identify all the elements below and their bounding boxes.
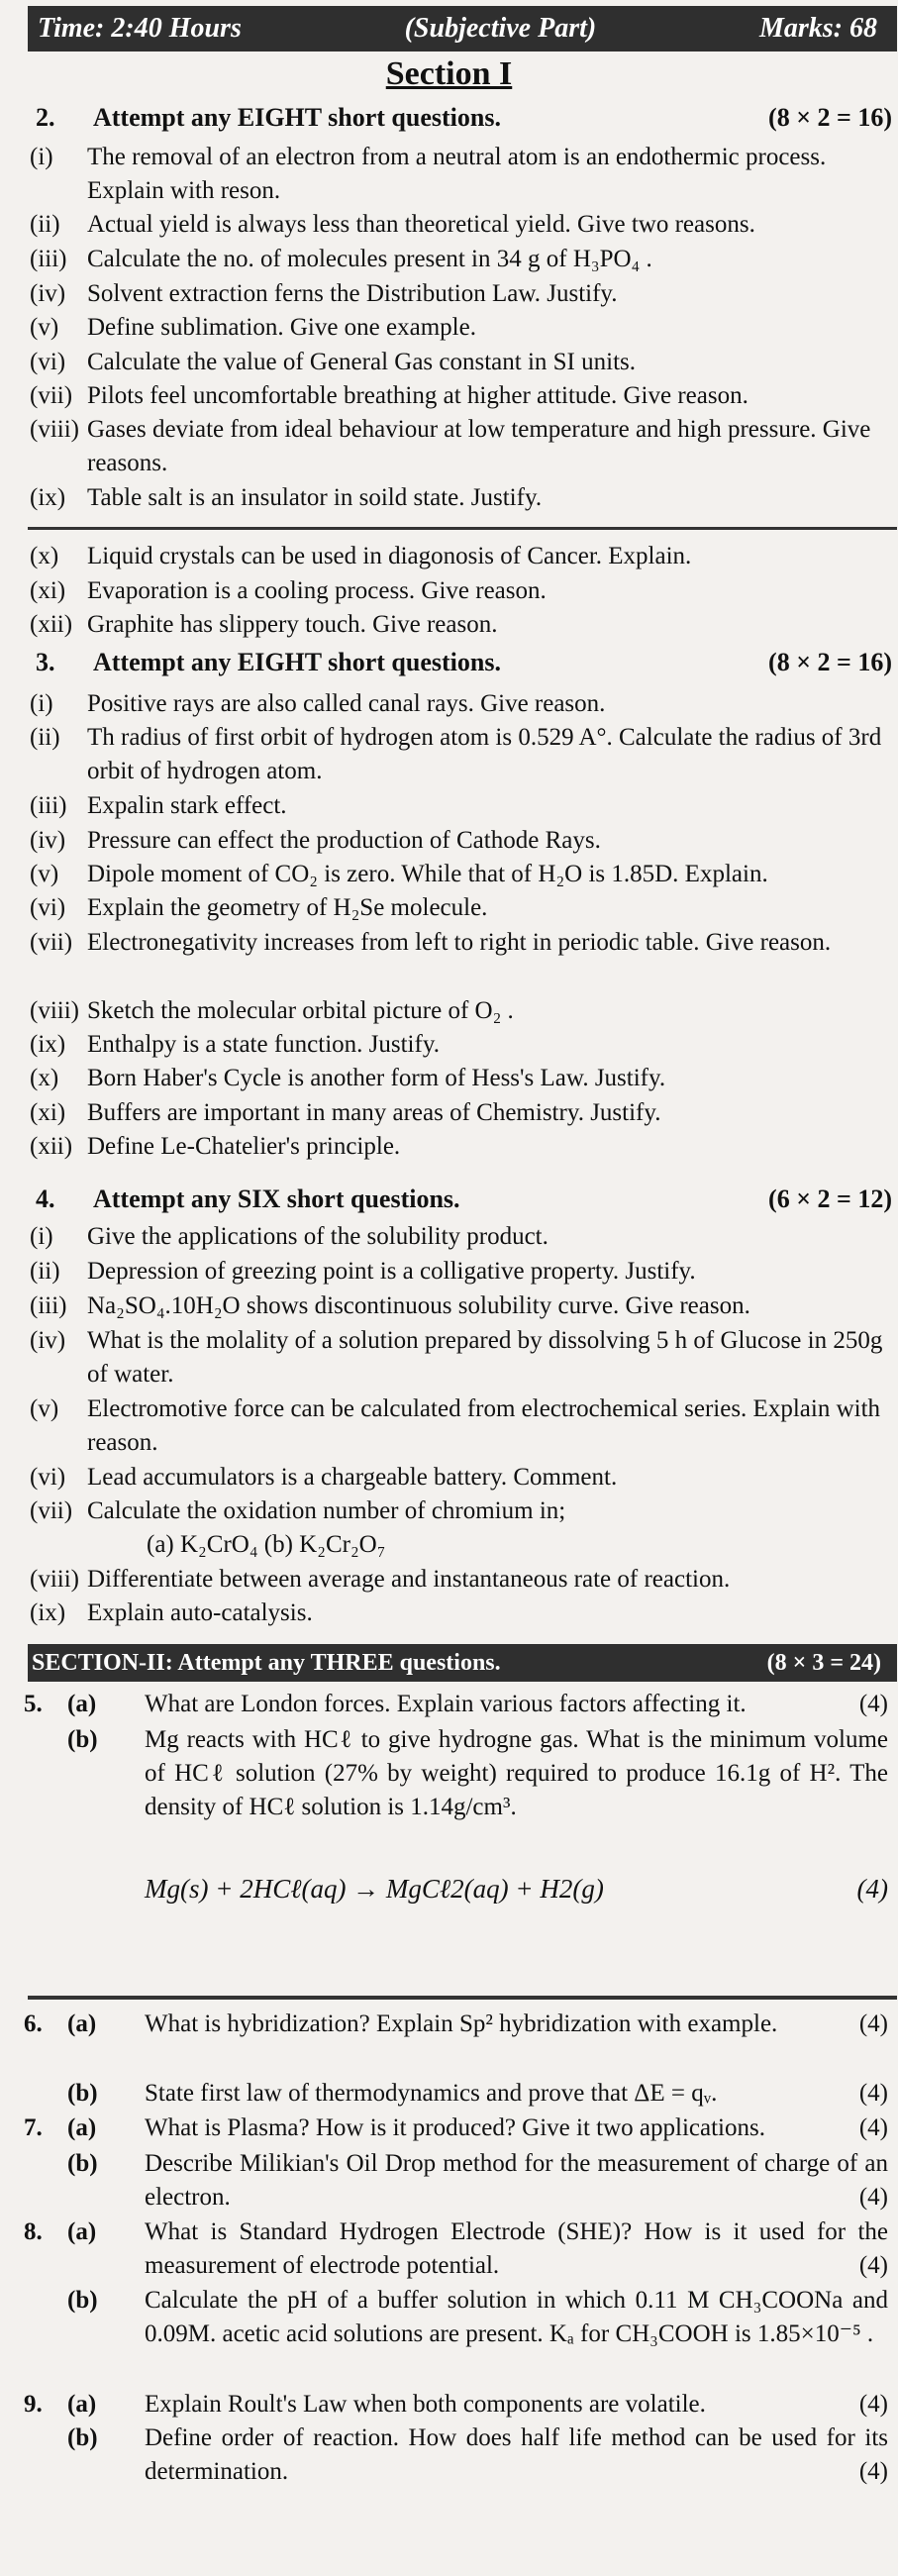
item-label: (vii): [30, 929, 73, 956]
item-text: Depression of greezing point is a colligative property. Justify.: [87, 1258, 696, 1285]
item-text: Differentiate between average and instantaneous rate of reaction.: [87, 1566, 731, 1593]
part-text: State first law of thermodynamics and prove that ΔE = qᵥ. (4): [145, 2077, 888, 2111]
item-label: (xii): [30, 1133, 73, 1160]
item-label: (iii): [30, 1292, 67, 1319]
item-label: (v): [30, 1395, 59, 1422]
question-heading: Attempt any SIX short questions.: [93, 1185, 460, 1213]
section-2-marks: (8 × 3 = 24): [766, 1649, 881, 1676]
section-title: Section I: [385, 55, 513, 92]
short-question-item: [30, 824, 888, 858]
item-text: Dipole moment of CO₂ is zero. While that of H₂O is 1.85D. Explain.: [87, 861, 768, 887]
item-text: Gases deviate from ideal behaviour at low temperature and high pressure. Give reasons.: [87, 416, 871, 476]
short-question-item: [30, 1494, 888, 1528]
short-question-item: [30, 243, 888, 276]
short-question-item: [30, 1255, 888, 1288]
item-text: Calculate the value of General Gas constant in SI units.: [87, 349, 637, 375]
short-question-item: [30, 1563, 888, 1597]
item-text: Table salt is an insulator in soild state. Justify.: [87, 484, 543, 511]
item-label: (ix): [30, 1599, 66, 1626]
part-label: (a): [67, 2391, 97, 2418]
part-marks: (4): [858, 2458, 888, 2485]
question-number: 6.: [24, 2010, 43, 2037]
long-question-part: [24, 1723, 888, 1824]
short-question-item: [30, 1028, 888, 1062]
item-text: Define Le-Chatelier's principle.: [87, 1133, 401, 1160]
short-question-item: [30, 346, 888, 379]
item-text: Electromotive force can be calculated from electrochemical series. Explain with reason.: [87, 1395, 881, 1456]
short-question-item: [30, 379, 888, 413]
item-label: (xi): [30, 1099, 66, 1126]
item-label: (i): [30, 690, 53, 717]
question-marks: (8 × 2 = 16): [768, 103, 892, 132]
part-label: (a): [67, 1691, 97, 1717]
question-number: 4.: [36, 1185, 55, 1213]
part-text: Define order of reaction. How does half life method can be used for its determination. (4): [145, 2421, 888, 2489]
question-number: [24, 2421, 67, 2489]
short-question-item: [30, 789, 888, 823]
long-question-part: [24, 2421, 888, 2489]
item-label: (vii): [30, 1497, 73, 1524]
item-label: (viii): [30, 1566, 79, 1593]
item-text: What is the molality of a solution prepared by dissolving 5 h of Glucose in 250g of water.: [87, 1327, 883, 1388]
item-label: (ii): [30, 724, 60, 751]
long-question-part: [24, 1688, 888, 1721]
long-question-part: [24, 2284, 888, 2351]
short-question-item: [30, 891, 888, 925]
header-bar: [28, 6, 897, 52]
short-question-item: [30, 608, 888, 642]
item-label: (vii): [30, 382, 73, 409]
question-3-heading: [36, 648, 892, 677]
part-text: Explain Roult's Law when both components are volatile. (4): [145, 2388, 888, 2421]
short-question-item: [30, 1461, 888, 1494]
short-question-item: [30, 687, 888, 721]
item-text: Give the applications of the solubility product.: [87, 1223, 549, 1250]
page-divider: [28, 1996, 897, 2000]
part-text: What are London forces. Explain various factors affecting it. (4): [145, 1688, 888, 1721]
item-label: (i): [30, 1223, 53, 1250]
short-question-item: [89, 1528, 888, 1562]
item-label: (ii): [30, 1258, 60, 1285]
item-text: The removal of an electron from a neutral atom is an endothermic process. Explain with reson.: [87, 144, 827, 204]
item-label: (x): [30, 543, 59, 569]
part-label: (b): [67, 2287, 98, 2314]
part-label: (a): [67, 2114, 97, 2141]
item-label: (ix): [30, 484, 66, 511]
part-label: (a): [67, 2218, 97, 2245]
short-question-item: [30, 277, 888, 311]
item-text: Buffers are important in many areas of Chemistry. Justify.: [87, 1099, 661, 1126]
question-marks: (8 × 2 = 16): [768, 648, 892, 676]
item-text: Solvent extraction ferns the Distribution Law. Justify.: [87, 280, 618, 307]
long-question-part: [24, 1872, 888, 1906]
item-text: Born Haber's Cycle is another form of Hess's Law. Justify.: [87, 1065, 666, 1091]
item-label: (vi): [30, 349, 66, 375]
part-marks: (4): [858, 2114, 888, 2141]
item-text: Pilots feel uncomfortable breathing at higher attitude. Give reason.: [87, 382, 748, 409]
short-question-item: [30, 926, 888, 960]
part-label: (a): [67, 2010, 97, 2037]
item-text: Define sublimation. Give one example.: [87, 314, 476, 341]
question-number: 2.: [36, 103, 55, 132]
item-label: (xii): [30, 611, 73, 638]
item-label: (i): [30, 144, 53, 170]
short-question-item: [30, 574, 888, 608]
item-text: Liquid crystals can be used in diagonosis of Cancer. Explain.: [87, 543, 692, 569]
part-text: Calculate the pH of a buffer solution in which 0.11 M CH₃COONa and 0.09M. acetic acid solutions are present. Kₐ for CH₃COOH is 1.85×10⁻⁵ .: [145, 2287, 888, 2347]
short-question-item: [30, 540, 888, 573]
question-heading: Attempt any EIGHT short questions.: [93, 648, 501, 676]
short-question-item: [30, 1597, 888, 1630]
question-number: [24, 2147, 67, 2215]
question-number: [24, 1872, 67, 1906]
header-part: (Subjective Part): [404, 13, 597, 44]
item-text: Positive rays are also called canal rays. Give reason.: [87, 690, 606, 717]
short-question-item: [30, 1289, 888, 1323]
item-text: Th radius of first orbit of hydrogen atom is 0.529 A°. Calculate the radius of 3rd orbit of hydrogen atom.: [87, 724, 882, 784]
part-label: (b): [67, 1726, 98, 1753]
short-question-item: [30, 1130, 888, 1164]
part-text: What is Standard Hydrogen Electrode (SHE)? How is it used for the measurement of electrode potential. (4): [145, 2215, 888, 2283]
short-question-item: [30, 994, 888, 1028]
question-number: [24, 1723, 67, 1824]
question-number: [24, 2077, 67, 2111]
question-number: 5.: [24, 1691, 43, 1717]
item-label: (viii): [30, 416, 79, 443]
short-question-item: [30, 311, 888, 345]
part-marks: (4): [858, 2010, 888, 2037]
question-4-heading: [36, 1185, 892, 1214]
long-question-part: [24, 2388, 888, 2421]
item-text: Calculate the oxidation number of chromium in;: [87, 1497, 566, 1524]
short-question-item: [30, 208, 888, 242]
item-label: (iii): [30, 246, 67, 272]
question-number: 7.: [24, 2114, 43, 2141]
item-text: Electronegativity increases from left to right in periodic table. Give reason.: [87, 929, 832, 956]
long-question-part: [24, 2077, 888, 2111]
header-time: Time: 2:40 Hours: [38, 13, 242, 44]
long-question-part: [24, 2147, 888, 2215]
question-marks: (6 × 2 = 12): [768, 1185, 892, 1213]
header-marks: Marks: 68: [758, 13, 877, 44]
part-label: (b): [67, 2080, 98, 2107]
part-text: Mg reacts with HCℓ to give hydrogne gas. What is the minimum volume of HCℓ solution (27% by weight) required to produce 16.1g of H². The density of HCℓ solution is 1.14g/cm³.: [145, 1726, 888, 1820]
item-label: (vi): [30, 1464, 66, 1491]
item-text: Enthalpy is a state function. Justify.: [87, 1031, 440, 1058]
item-text: Explain the geometry of H₂Se molecule.: [87, 894, 488, 921]
short-question-item: [30, 413, 888, 480]
item-label: (ii): [30, 211, 60, 238]
part-marks: (4): [858, 2184, 888, 2211]
section-2-heading: SECTION-II: Attempt any THREE questions.: [32, 1649, 501, 1676]
item-label: (vi): [30, 894, 66, 921]
item-text: Graphite has slippery touch. Give reason.: [87, 611, 498, 638]
part-label: (b): [67, 2150, 98, 2177]
question-heading: Attempt any EIGHT short questions.: [93, 103, 501, 132]
page-divider: [28, 527, 897, 530]
part-marks: (4): [858, 1691, 888, 1717]
item-label: (xi): [30, 577, 66, 604]
item-label: (v): [30, 861, 59, 887]
part-text: Mg(s) + 2HCℓ(aq) → MgCℓ2(aq) + H2(g) (4): [145, 1874, 888, 1904]
question-number: 9.: [24, 2391, 43, 2418]
question-2-heading: [36, 103, 892, 133]
short-question-item: [30, 858, 888, 891]
part-marks: (4): [856, 1874, 888, 1904]
long-question-part: [24, 2215, 888, 2283]
item-text: Pressure can effect the production of Cathode Rays.: [87, 827, 601, 854]
item-text: Lead accumulators is a chargeable battery. Comment.: [87, 1464, 618, 1491]
item-label: (viii): [30, 997, 79, 1024]
long-question-part: [24, 2008, 888, 2041]
short-question-item: [30, 481, 888, 515]
short-question-item: [30, 1062, 888, 1095]
part-marks: (4): [858, 2391, 888, 2418]
question-number: 3.: [36, 648, 55, 676]
item-text: Calculate the no. of molecules present in 34 g of H₃PO₄ .: [87, 246, 652, 272]
short-question-item: [30, 141, 888, 208]
question-number: [24, 2284, 67, 2351]
item-label: (iii): [30, 792, 67, 819]
question-number: 8.: [24, 2218, 43, 2245]
item-label: (iv): [30, 827, 66, 854]
item-label: (x): [30, 1065, 59, 1091]
item-text: Evaporation is a cooling process. Give reason.: [87, 577, 547, 604]
part-label: [67, 1872, 145, 1906]
item-text: Actual yield is always less than theoretical yield. Give two reasons.: [87, 211, 755, 238]
part-marks: (4): [858, 2252, 888, 2279]
part-marks: (4): [858, 2080, 888, 2107]
part-text: What is Plasma? How is it produced? Give it two applications. (4): [145, 2112, 888, 2145]
part-label: (b): [67, 2424, 98, 2451]
item-label: (iv): [30, 1327, 66, 1354]
part-text: Describe Milikian's Oil Drop method for the measurement of charge of an electron. (4): [145, 2147, 888, 2215]
short-question-item: [30, 1392, 888, 1460]
section-2-bar: [28, 1644, 897, 1682]
item-label: (iv): [30, 280, 66, 307]
item-text: Na₂SO₄.10H₂O shows discontinuous solubility curve. Give reason.: [87, 1292, 750, 1319]
long-question-part: [24, 2112, 888, 2145]
item-label: [89, 1528, 147, 1562]
short-question-item: [30, 721, 888, 788]
short-question-item: [30, 1096, 888, 1130]
short-question-item: [30, 1324, 888, 1391]
item-text: Expalin stark effect.: [87, 792, 287, 819]
part-text: What is hybridization? Explain Sp² hybridization with example. (4): [145, 2008, 888, 2041]
short-question-item: [30, 1220, 888, 1254]
item-label: (v): [30, 314, 59, 341]
item-text: Sketch the molecular orbital picture of O₂ .: [87, 997, 514, 1024]
item-label: (ix): [30, 1031, 66, 1058]
item-text: Explain auto-catalysis.: [87, 1599, 313, 1626]
item-text: (a) K₂CrO₄ (b) K₂Cr₂O₇: [147, 1531, 386, 1558]
